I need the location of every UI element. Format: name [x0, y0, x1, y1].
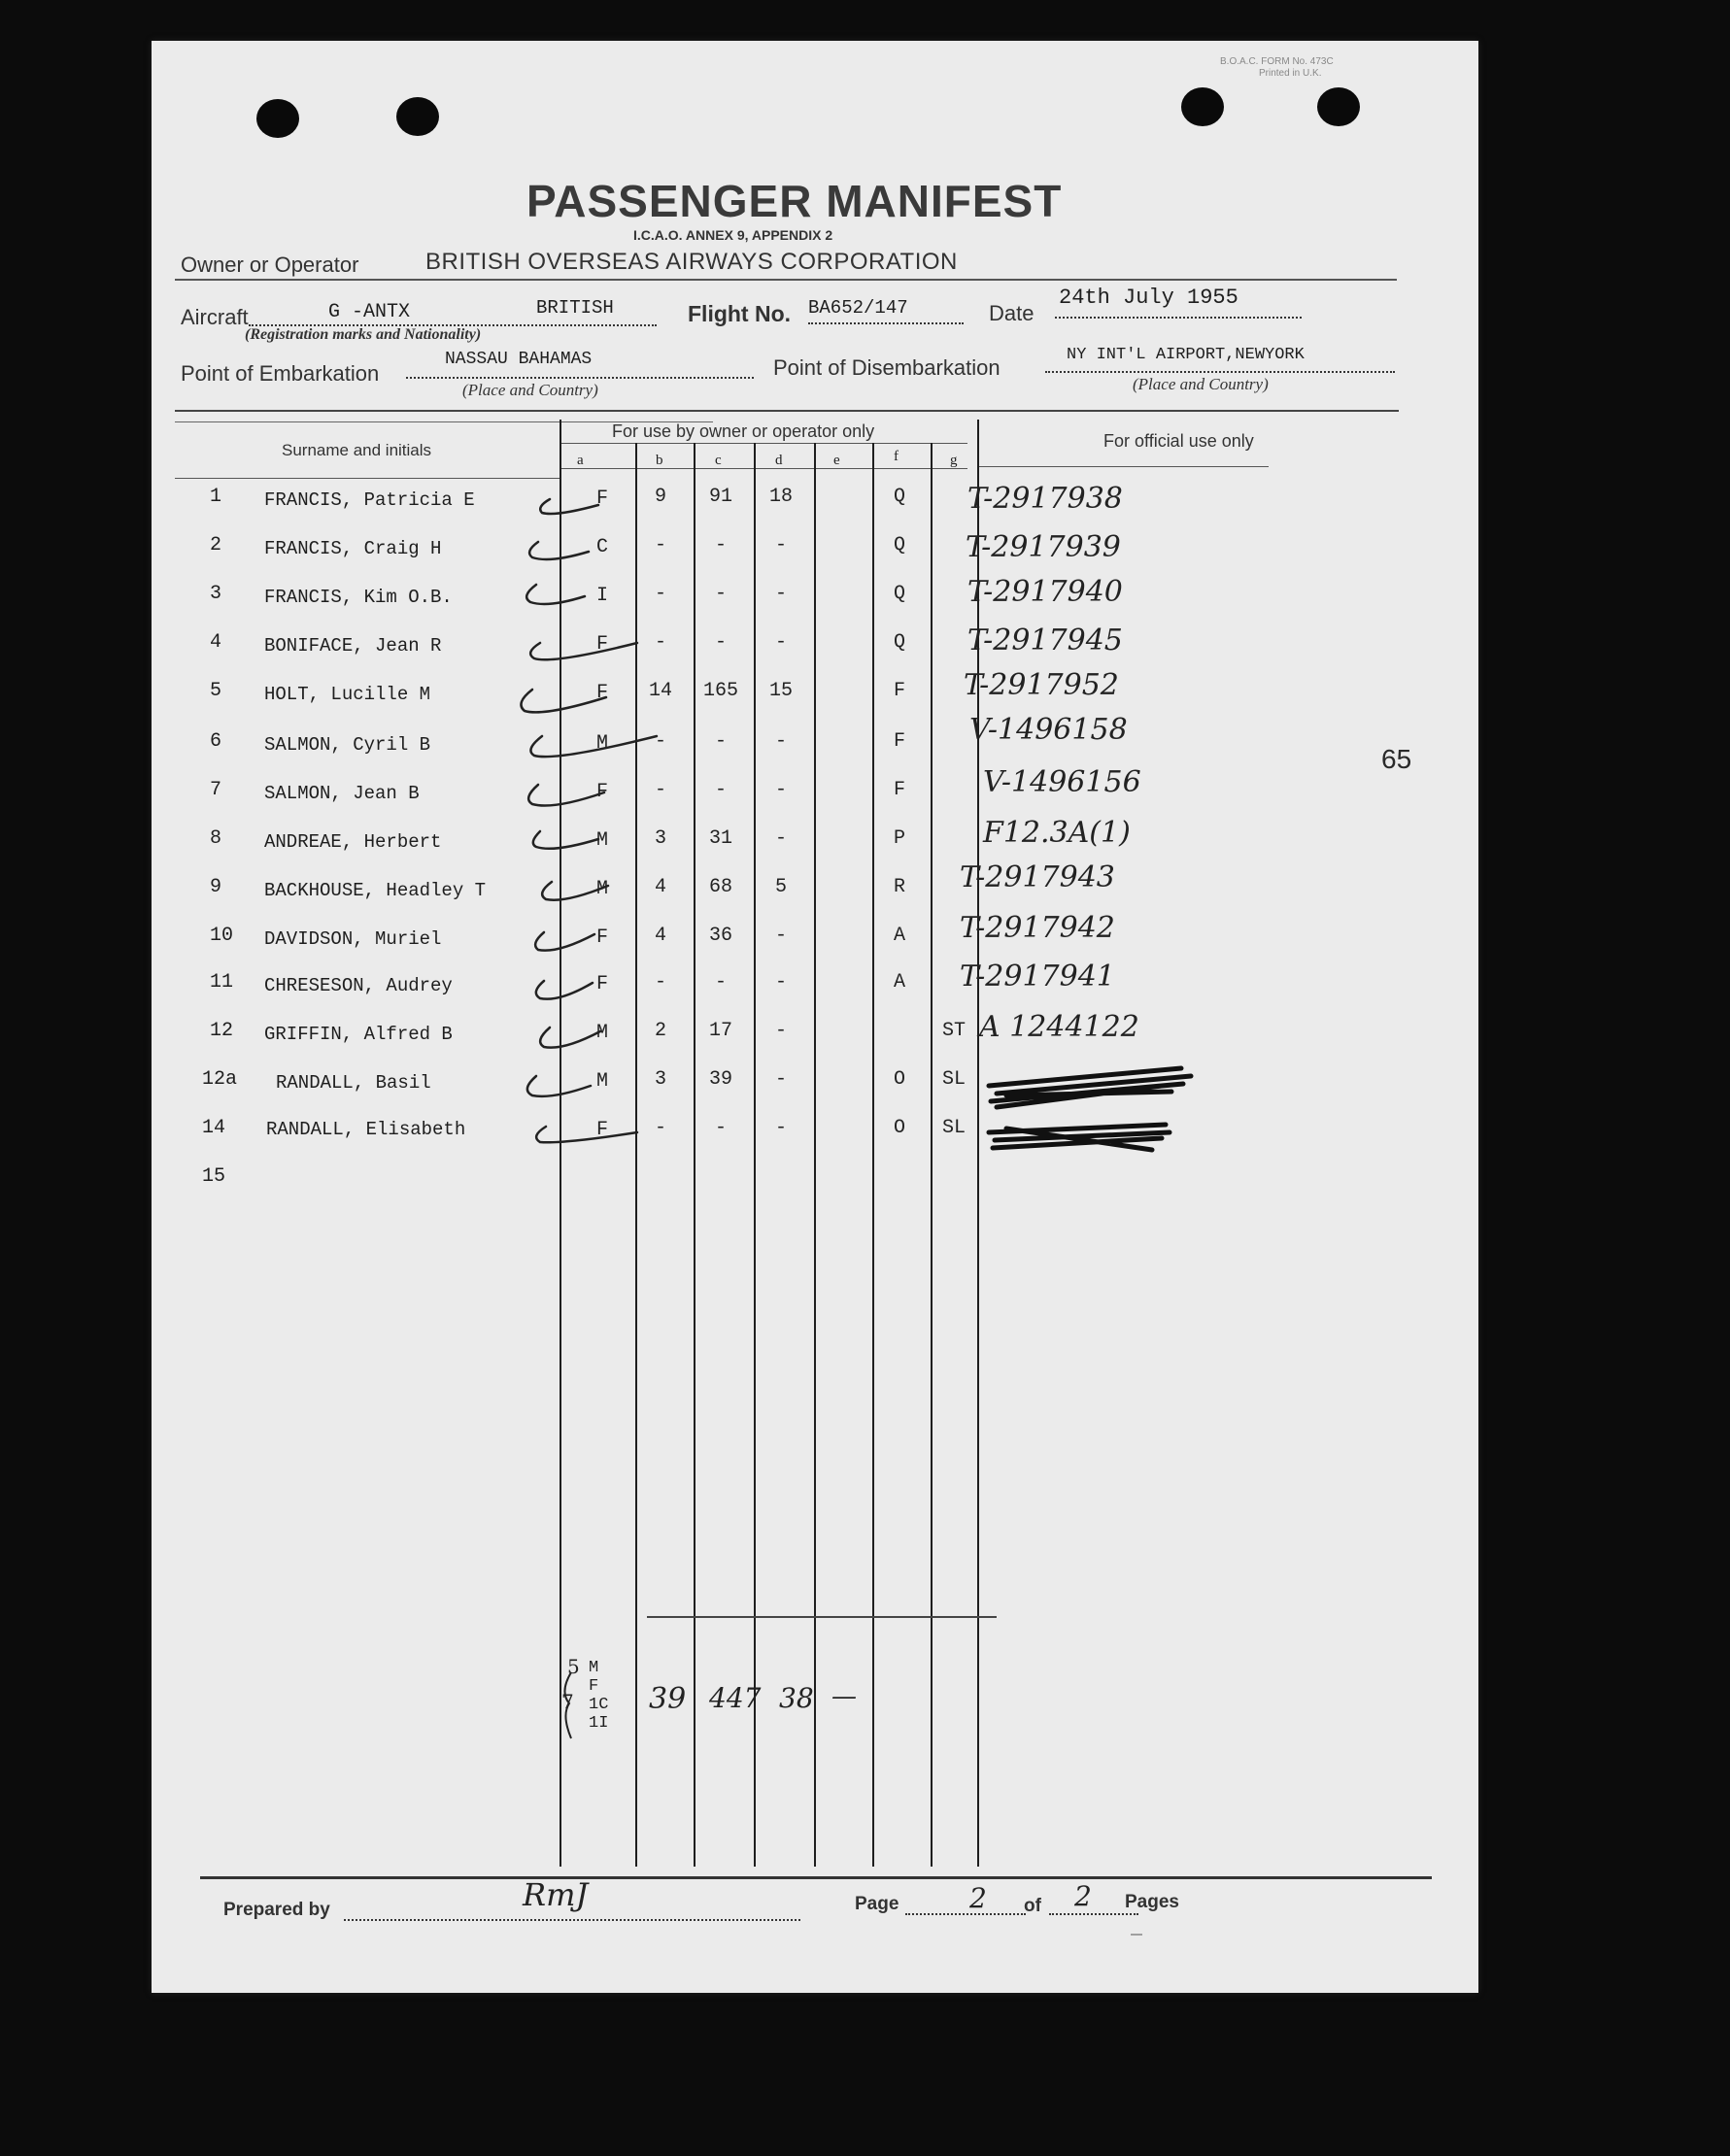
row-number: 14: [202, 1117, 226, 1139]
check-mark: [530, 736, 657, 757]
prepared-signature: RmJ: [523, 1876, 589, 1913]
pages-label: Pages: [1125, 1892, 1179, 1912]
flight-value: BA652/147: [808, 297, 908, 319]
cell-d: -: [774, 971, 787, 994]
fill-line: [1049, 1913, 1138, 1915]
totals-labels: [589, 1659, 608, 1733]
disembark-value: NY INT'L AIRPORT,NEWYORK: [1067, 346, 1305, 364]
official-number: V-1496156: [983, 765, 1141, 799]
cell-a: I: [595, 585, 608, 607]
col-letter: f: [894, 449, 899, 464]
page-value: 2: [969, 1882, 987, 1914]
cell-d: -: [774, 1068, 787, 1091]
cell-c: 36: [708, 925, 732, 947]
totals-count: 5: [567, 1655, 580, 1678]
fill-line: [344, 1919, 800, 1921]
cell-b: 4: [654, 876, 666, 898]
check-mark: [540, 1027, 600, 1048]
total-c: 447: [709, 1682, 762, 1714]
cell-g: SL: [941, 1068, 966, 1091]
cell-d: -: [774, 631, 787, 654]
row-number: 9: [210, 876, 222, 898]
cell-c: -: [714, 779, 727, 801]
check-mark: [530, 643, 637, 659]
cell-f: Q: [893, 631, 905, 654]
footer-rule: [200, 1876, 1432, 1879]
check-mark: [542, 882, 608, 900]
row-number: 2: [210, 534, 222, 556]
cell-b: -: [654, 534, 666, 556]
cell-a: C: [595, 536, 608, 558]
form-code-line: Printed in U.K.: [1259, 68, 1322, 79]
cell-a: F: [595, 926, 608, 949]
row-number: 7: [210, 779, 222, 801]
cell-a: M: [595, 878, 608, 900]
side-number: 65: [1381, 744, 1412, 774]
row-number: 1: [210, 486, 222, 508]
passenger-name: DAVIDSON, Muriel: [264, 928, 442, 950]
totals-count: 7: [561, 1690, 574, 1713]
official-number: A 1244122: [979, 1010, 1139, 1044]
of-value: 2: [1074, 1880, 1092, 1912]
row-number: 10: [210, 925, 234, 947]
passenger-name: FRANCIS, Kim O.B.: [264, 587, 453, 608]
cell-f: R: [893, 876, 905, 898]
subtitle: I.C.A.O. ANNEX 9, APPENDIX 2: [633, 227, 833, 243]
embark-value: NASSAU BAHAMAS: [445, 350, 593, 369]
aircraft-label: Aircraft: [181, 305, 249, 329]
page-label: Page: [855, 1894, 899, 1914]
check-mark: [527, 1076, 591, 1096]
cell-d: -: [774, 534, 787, 556]
check-mark: [521, 690, 606, 712]
col-letter: b: [656, 453, 663, 468]
cell-a: M: [595, 829, 608, 852]
owner-use-header: For use by owner or operator only: [612, 421, 875, 441]
check-mark: [536, 1127, 637, 1142]
disembark-label: Point of Disembarkation: [773, 355, 1001, 380]
passenger-name: SALMON, Cyril B: [264, 734, 431, 756]
official-number: T-2917945: [967, 623, 1123, 657]
col-letter: a: [577, 453, 584, 468]
cell-f: A: [893, 971, 905, 994]
row-number: 12: [210, 1020, 234, 1042]
cell-c: -: [714, 1117, 727, 1139]
cell-c: 31: [708, 827, 732, 850]
passenger-name: ANDREAE, Herbert: [264, 831, 442, 853]
cell-f: O: [893, 1068, 905, 1091]
passenger-name: BONIFACE, Jean R: [264, 635, 442, 657]
total-d: 38: [779, 1682, 814, 1714]
cell-d: 5: [774, 876, 787, 898]
check-mark: [528, 785, 604, 806]
fill-line: [905, 1913, 1026, 1915]
cell-c: 68: [708, 876, 732, 898]
nationality-value: BRITISH: [536, 297, 614, 319]
cell-a: F: [595, 633, 608, 656]
cell-d: -: [774, 1020, 787, 1042]
form-code-line: B.O.A.C. FORM No. 473C: [1220, 56, 1334, 67]
official-number: T-2917943: [960, 860, 1115, 894]
cell-b: -: [654, 1117, 666, 1139]
cell-b: -: [654, 779, 666, 801]
cell-b: 9: [654, 486, 666, 508]
cell-c: -: [714, 971, 727, 994]
date-value: 24th July 1955: [1059, 286, 1238, 310]
row-number: 15: [202, 1165, 226, 1188]
cell-g: SL: [941, 1117, 966, 1139]
col-letter: c: [715, 453, 722, 468]
cell-c: 17: [708, 1020, 732, 1042]
passenger-name: FRANCIS, Patricia E: [264, 489, 475, 511]
cell-c: -: [714, 631, 727, 654]
page-title: PASSENGER MANIFEST: [526, 176, 1063, 226]
cell-g: ST: [941, 1020, 966, 1042]
official-number: T-2917940: [967, 575, 1123, 609]
cell-a: M: [595, 1022, 608, 1044]
cell-f: F: [893, 779, 905, 801]
col-letter: g: [950, 453, 958, 468]
official-number: T-2917941: [960, 960, 1115, 994]
passenger-name: BACKHOUSE, Headley T: [264, 880, 487, 901]
cell-a: F: [595, 1119, 608, 1141]
cell-f: Q: [893, 486, 905, 508]
handwriting-overlay: [152, 41, 1478, 1993]
official-number: F12.3A(1): [983, 816, 1131, 850]
cell-b: 3: [654, 1068, 666, 1091]
cell-d: -: [774, 1117, 787, 1139]
cell-d: 18: [768, 486, 793, 508]
check-mark: [533, 831, 598, 849]
aircraft-value: G -ANTX: [328, 301, 411, 323]
date-label: Date: [989, 301, 1035, 325]
row-number: 8: [210, 827, 222, 850]
totals-label: 1C: [589, 1696, 609, 1714]
cell-a: M: [595, 732, 608, 755]
passenger-name: FRANCIS, Craig H: [264, 538, 442, 559]
cell-a: M: [595, 1070, 608, 1093]
totals-label: F: [589, 1677, 599, 1696]
official-number: T-2917952: [964, 668, 1119, 702]
redaction-scribble: [989, 1068, 1191, 1150]
row-number: 12a: [202, 1068, 238, 1091]
cell-a: F: [595, 682, 608, 704]
disembark-note: (Place and Country): [1133, 375, 1269, 393]
cell-b: 4: [654, 925, 666, 947]
owner-label: Owner or Operator: [181, 253, 359, 277]
passenger-name: SALMON, Jean B: [264, 783, 420, 804]
total-e: —: [831, 1682, 857, 1711]
row-number: 6: [210, 730, 222, 753]
cell-d: -: [774, 827, 787, 850]
check-mark: [536, 981, 593, 999]
row-number: 4: [210, 631, 222, 654]
cell-c: 91: [708, 486, 732, 508]
cell-f: O: [893, 1117, 905, 1139]
cell-d: -: [774, 730, 787, 753]
col-letter: d: [775, 453, 783, 468]
col-letter: e: [833, 453, 840, 468]
cell-f: F: [893, 680, 905, 702]
cell-a: F: [595, 973, 608, 995]
official-number: T-2917942: [960, 911, 1115, 945]
cell-f: Q: [893, 583, 905, 605]
cell-d: -: [774, 779, 787, 801]
embark-label: Point of Embarkation: [181, 361, 380, 386]
passenger-name: RANDALL, Elisabeth: [266, 1119, 466, 1140]
row-number: 11: [210, 971, 234, 994]
cell-c: -: [714, 583, 727, 605]
cell-a: F: [595, 488, 608, 510]
cell-f: P: [893, 827, 905, 850]
cell-c: 165: [702, 680, 738, 702]
flight-label: Flight No.: [688, 301, 792, 326]
cell-b: -: [654, 730, 666, 753]
row-number: 3: [210, 583, 222, 605]
check-mark: [526, 585, 585, 604]
cell-a: F: [595, 781, 608, 803]
manifest-page: [152, 41, 1478, 1993]
prepared-label: Prepared by: [223, 1900, 330, 1920]
cell-b: -: [654, 971, 666, 994]
totals-label: M: [589, 1659, 599, 1677]
total-b: 39: [649, 1682, 687, 1716]
official-number: T-2917938: [967, 482, 1123, 516]
cell-f: A: [893, 925, 905, 947]
cell-b: 2: [654, 1020, 666, 1042]
cell-c: -: [714, 534, 727, 556]
cell-c: 39: [708, 1068, 732, 1091]
passenger-name: RANDALL, Basil: [276, 1072, 431, 1094]
cell-b: -: [654, 583, 666, 605]
row-number: 5: [210, 680, 222, 702]
cell-d: 15: [768, 680, 793, 702]
cell-d: -: [774, 583, 787, 605]
owner-value: BRITISH OVERSEAS AIRWAYS CORPORATION: [425, 249, 958, 275]
cell-b: -: [654, 631, 666, 654]
cell-f: Q: [893, 534, 905, 556]
passenger-name: HOLT, Lucille M: [264, 684, 431, 705]
name-header: Surname and initials: [282, 441, 432, 459]
of-label: of: [1024, 1896, 1041, 1916]
official-number: T-2917939: [966, 530, 1121, 564]
official-header: For official use only: [1103, 431, 1254, 451]
passenger-name: GRIFFIN, Alfred B: [264, 1024, 453, 1045]
cell-b: 14: [648, 680, 672, 702]
cell-f: F: [893, 730, 905, 753]
registration-note: (Registration marks and Nationality): [245, 326, 482, 343]
check-mark: [535, 932, 594, 951]
cell-b: 3: [654, 827, 666, 850]
embark-note: (Place and Country): [462, 381, 598, 399]
totals-label: 1I: [589, 1714, 609, 1733]
cell-c: -: [714, 730, 727, 753]
check-mark: [540, 499, 598, 514]
passenger-name: CHRESESON, Audrey: [264, 975, 453, 996]
official-number: V-1496158: [969, 713, 1128, 747]
check-mark: [529, 542, 589, 559]
cell-d: -: [774, 925, 787, 947]
